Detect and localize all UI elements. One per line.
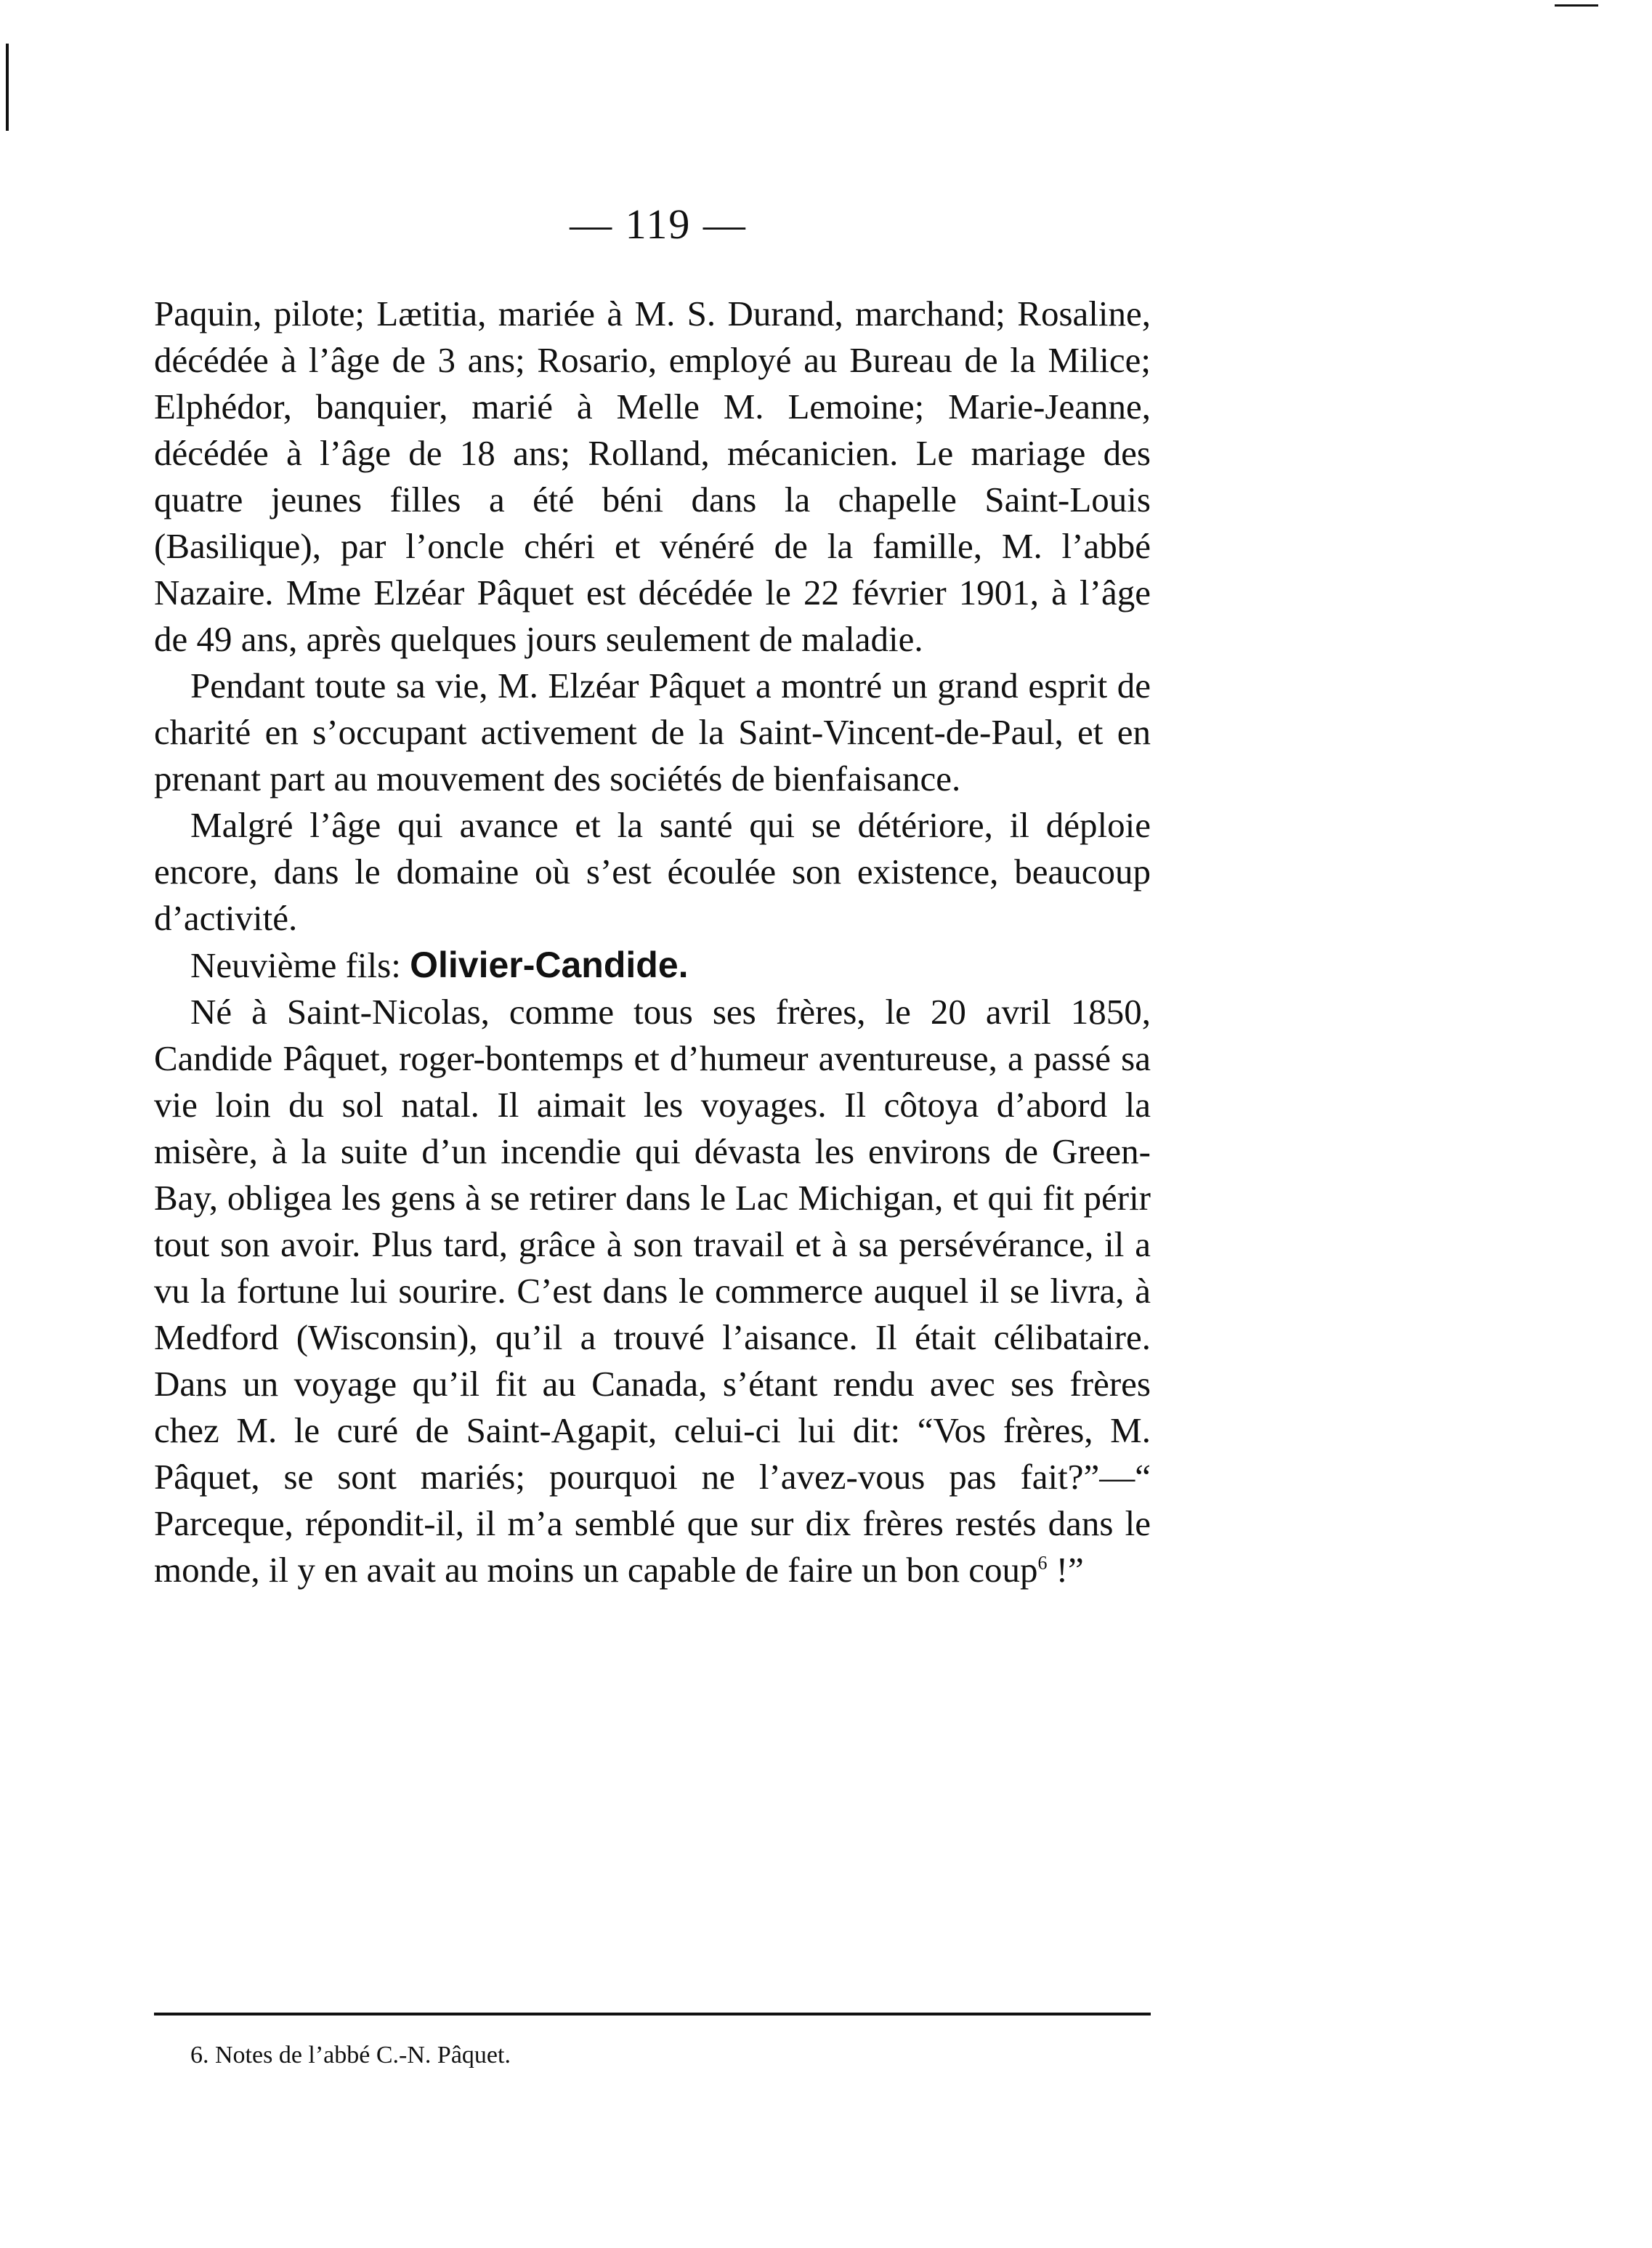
section-heading bbox=[154, 942, 1151, 989]
scan-edge-mark bbox=[1555, 4, 1598, 7]
footnote: 6. Notes de l’abbé C.-N. Pâquet. bbox=[190, 2042, 511, 2069]
paragraph-end: !” bbox=[1047, 1550, 1084, 1590]
page-number: — 119 — bbox=[570, 201, 747, 248]
heading-name: Olivier-Candide. bbox=[410, 945, 689, 985]
paragraph-text: Né à Saint-Nicolas, comme tous ses frères, le 20 avril 1850, Candide Pâquet, roger-bontemps et d’humeur aventureuse, a passé sa vie loin du sol natal. Il aimait les voyages. Il côtoya d’abord la misère, à la suite d’un incendie qui dévasta les environs de Green-Bay, obligea les gens à se retirer dans le Lac Michigan, et qui fit périr tout son avoir. Plus tard, grâce à son travail et à sa persévérance, il a vu la fortune lui sourire. C’est dans le commerce auquel il se livra, à Medford (Wisconsin), qu’il a trouvé l’aisance. Il était célibataire. Dans un voyage qu’il fit au Canada, s’étant rendu avec ses frères chez M. le curé de Saint-Agapit, celui-ci lui dit: “Vos frères, M. Pâquet, se sont mariés; pourquoi ne l’avez-vous pas fait?”—“ Parceque, répondit-il, il m’a semblé que sur dix frères restés dans le monde, il y en avait au moins un capable de faire un bon coup bbox=[154, 992, 1151, 1590]
footnote-divider bbox=[154, 2013, 1151, 2015]
scan-edge-mark bbox=[6, 44, 9, 131]
footnote-reference: 6 bbox=[1037, 1552, 1048, 1574]
body-text bbox=[154, 291, 1151, 1593]
paragraph: Pendant toute sa vie, M. Elzéar Pâquet a montré un grand esprit de charité en s’occupant activement de la Saint-Vincent-de-Paul, et en prenant part au mouvement des sociétés de bienfaisance. bbox=[154, 666, 1151, 798]
heading-label: Neuvième fils: bbox=[190, 945, 410, 985]
paragraph: Malgré l’âge qui avance et la santé qui se détériore, il déploie encore, dans le domaine où s’est écoulée son existence, beaucoup d’activité. bbox=[154, 805, 1151, 938]
paragraph bbox=[154, 989, 1151, 1593]
paragraph: Paquin, pilote; Lætitia, mariée à M. S. Durand, marchand; Rosaline, décédée à l’âge de 3 ans; Rosario, employé au Bureau de la Milice; Elphédor, banquier, marié à Melle M. Lemoine; Marie-Jeanne, décédée à l’âge de 18 ans; Rolland, mécanicien. Le mariage des quatre jeunes filles a été béni dans la chapelle Saint-Louis (Basilique), par l’oncle chéri et vénéré de la famille, M. l’abbé Nazaire. Mme Elzéar Pâquet est décédée le 22 février 1901, à l’âge de 49 ans, après quelques jours seulement de maladie. bbox=[154, 294, 1151, 659]
